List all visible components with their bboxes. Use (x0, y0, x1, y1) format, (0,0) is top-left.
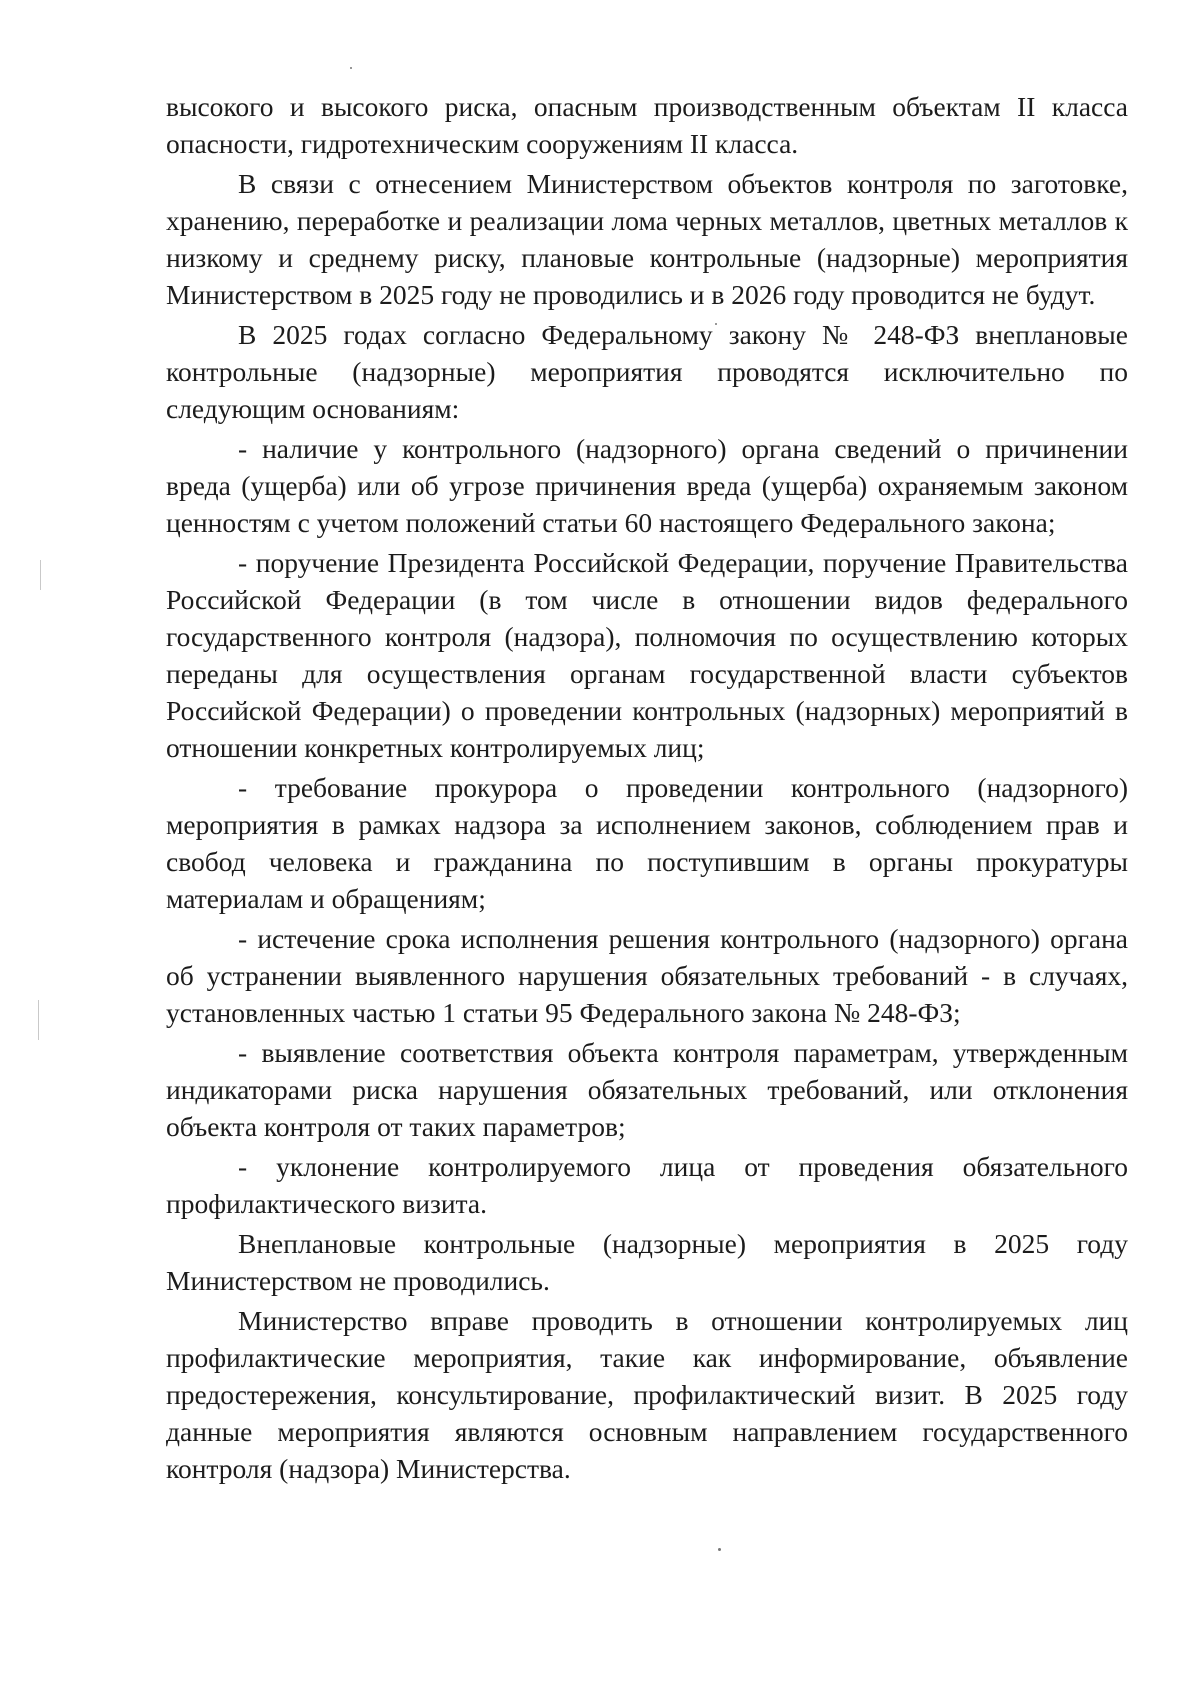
scan-speck (718, 1548, 721, 1551)
paragraph-unscheduled-grounds-intro: В 2025 годах согласно Федеральному закону № 248-ФЗ внеплановые контрольные (надзорные) мероприятия проводятся исключительно по следующим основаниям: (166, 319, 1128, 424)
list-item-harm-information: - наличие у контрольного (надзорного) органа сведений о причинении вреда (ущерба) или об угрозе причинения вреда (ущерба) охраняемым законом ценностям с учетом положений статьи 60 настоящего Федерального закона; (166, 433, 1128, 538)
list-item-visit-evasion: - уклонение контролируемого лица от проведения обязательного профилактического визита. (166, 1151, 1128, 1219)
list-item-risk-indicators: - выявление соответствия объекта контроля параметрам, утвержденным индикаторами риска нарушения обязательных требований, или отклонения объекта контроля от таких параметров; (166, 1037, 1128, 1142)
list-item-deadline-expiry: - истечение срока исполнения решения контрольного (надзорного) органа об устранении выявленного нарушения обязательных требований - в случаях, установленных частью 1 статьи 95 Федерального закона № 248-ФЗ; (166, 923, 1128, 1028)
paragraph-preventive-measures: Министерство вправе проводить в отношении контролируемых лиц профилактические мероприятия, такие как информирование, объявление предостережения, консультирование, профилактический визит. В 2025 году данные мероприятия являются основным направлением государственного контроля (надзора) Министерства. (166, 1305, 1128, 1484)
list-item-president-instruction: - поручение Президента Российской Федерации, поручение Правительства Российской Федерации (в том числе в отношении видов федерального государственного контроля (надзора), полномочия по осуществлению которых переданы для осуществления органам государственной власти субъектов Российской Федерации) о проведении контрольных (надзорных) мероприятий в отношении конкретных контролируемых лиц; (166, 547, 1128, 763)
paragraph-unscheduled-not-conducted: Внеплановые контрольные (надзорные) мероприятия в 2025 году Министерством не проводились. (166, 1228, 1128, 1296)
scan-edge-mark (38, 1000, 39, 1040)
list-item-prosecutor-demand: - требование прокурора о проведении контрольного (надзорного) мероприятия в рамках надзора за исполнением законов, соблюдением прав и свобод человека и гражданина по поступившим в органы прокуратуры материалам и обращениям; (166, 772, 1128, 914)
scan-edge-mark (40, 560, 41, 590)
scan-speck (350, 67, 352, 69)
paragraph-planned-inspections: В связи с отнесением Министерством объектов контроля по заготовке, хранению, переработке и реализации лома черных металлов, цветных металлов к низкому и среднему риску, плановые контрольные (надзорные) мероприятия Министерством в 2025 году не проводились и в 2026 году проводится не будут. (166, 168, 1128, 310)
paragraph-continuation: высокого и высокого риска, опасным производственным объектам II класса опасности, гидротехническим сооружениям II класса. (166, 91, 1128, 159)
document-body (166, 88, 1128, 1490)
